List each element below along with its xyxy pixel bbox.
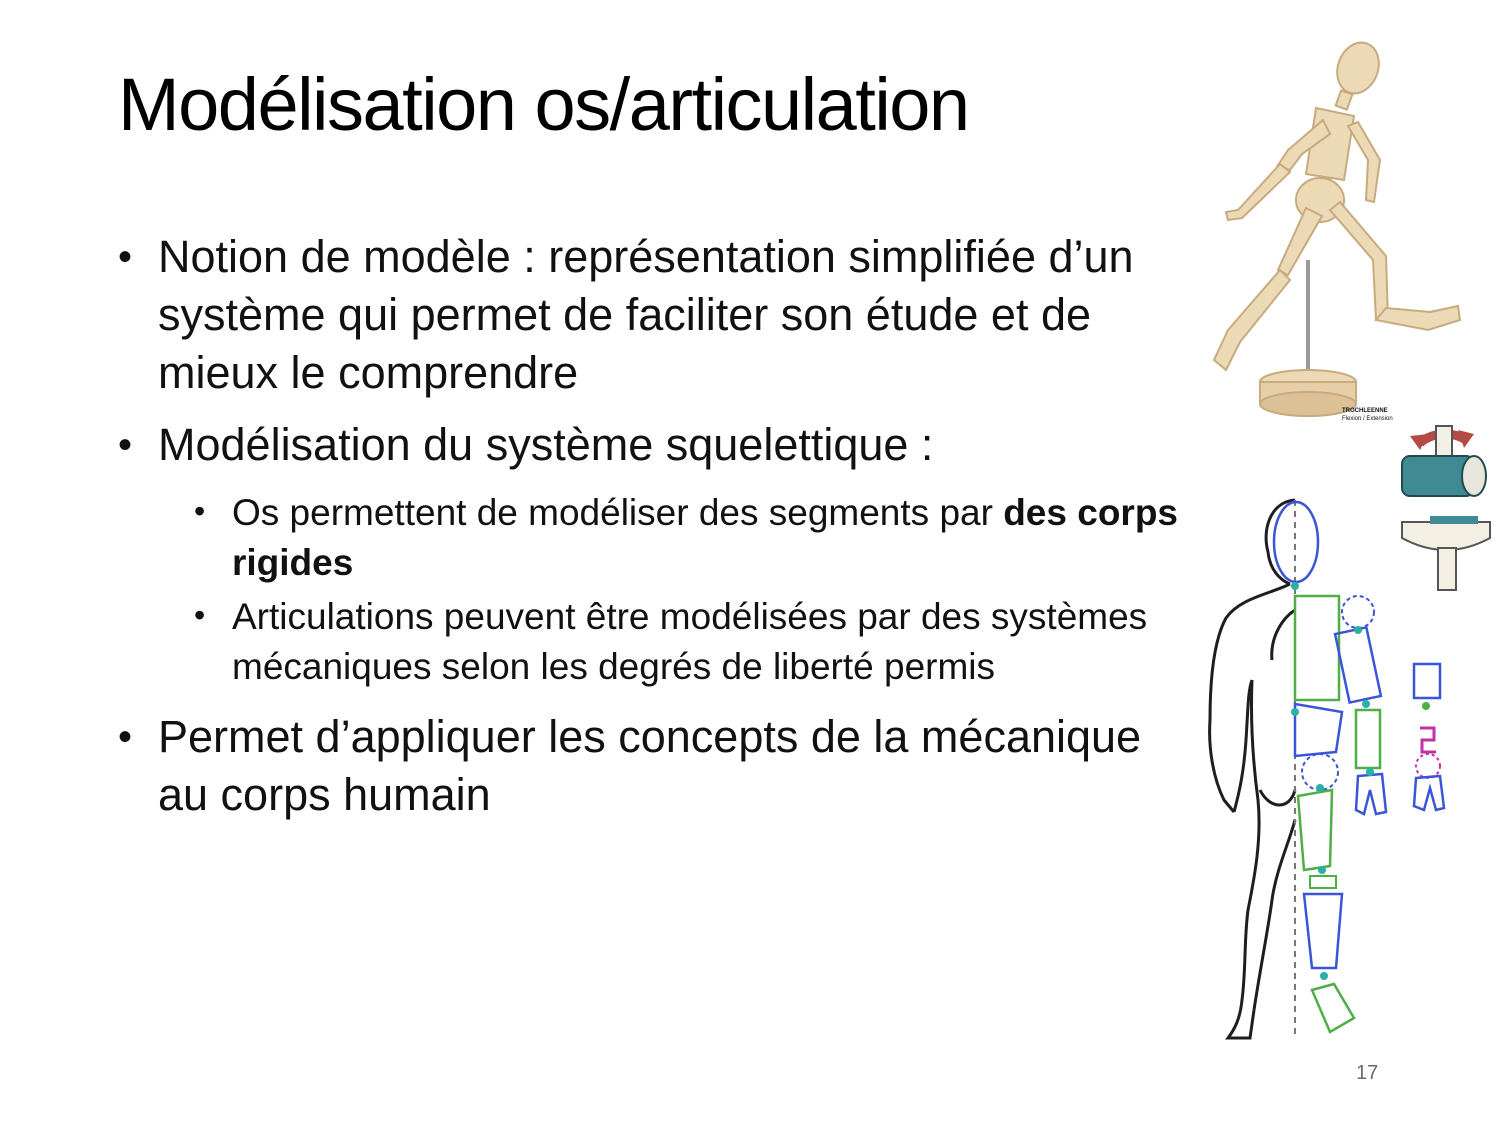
page-number: 17: [1356, 1062, 1379, 1084]
bullet-dot: •: [194, 493, 206, 529]
slide-title: Modélisation os/articulation: [118, 63, 969, 146]
bullet-text: Permet d’appliquer les concepts de la mécanique au corps humain: [158, 711, 1142, 820]
sub-bullet-item: [118, 592, 1178, 692]
bullet-list: [118, 228, 1178, 838]
bullet-bold-text: des corps rigides: [232, 492, 1178, 583]
joint-sublabel: Flexion / Extension: [1342, 416, 1393, 422]
sub-bullet-item: [118, 488, 1178, 588]
bullet-dot: •: [118, 715, 133, 759]
wooden-mannequin-image: [1198, 30, 1478, 420]
human-body-model-image: [1200, 490, 1470, 1050]
bullet-text: Modélisation du système squelettique :: [158, 419, 934, 470]
bullet-text: Os permettent de modéliser des segments par: [232, 492, 1004, 533]
bullet-item: [118, 708, 1178, 824]
bullet-dot: •: [118, 423, 133, 467]
bullet-item: [118, 228, 1178, 402]
bullet-dot: •: [118, 235, 133, 279]
bullet-text: Notion de modèle : représentation simplifiée d’un système qui permet de faciliter son étude et de mieux le comprendre: [158, 231, 1134, 398]
bullet-dot: •: [194, 597, 206, 633]
bullet-text: Articulations peuvent être modélisées par des systèmes mécaniques selon les degrés de liberté permis: [232, 596, 1148, 687]
bullet-item: [118, 416, 1178, 474]
joint-label: TROCHLEENNE: [1342, 408, 1388, 414]
